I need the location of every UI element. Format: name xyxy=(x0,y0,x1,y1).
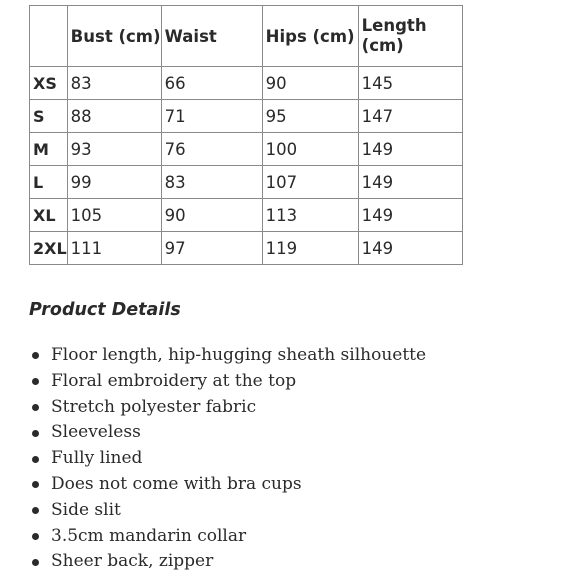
size-label: L xyxy=(30,166,68,199)
table-row xyxy=(30,67,463,100)
length-cell: 149 xyxy=(358,232,462,265)
waist-cell: 76 xyxy=(161,133,262,166)
list-item xyxy=(29,498,426,524)
bullet-icon xyxy=(32,352,39,359)
list-item xyxy=(29,420,426,446)
header-bust: Bust (cm) xyxy=(67,6,161,67)
bullet-icon xyxy=(32,404,39,411)
length-cell: 149 xyxy=(358,133,462,166)
hips-cell: 113 xyxy=(262,199,358,232)
list-item-text: Floor length, hip-hugging sheath silhouette xyxy=(51,345,427,365)
list-item-text: Stretch polyester fabric xyxy=(51,396,257,417)
list-item-text: Does not come with bra cups xyxy=(51,473,302,494)
size-chart-table xyxy=(29,5,463,265)
header-length: Length (cm) xyxy=(358,6,462,67)
list-item xyxy=(29,524,426,550)
length-cell: 147 xyxy=(358,100,462,133)
bust-cell: 88 xyxy=(67,100,161,133)
table-row xyxy=(30,133,463,166)
list-item-text: Sleeveless xyxy=(51,422,141,443)
length-cell: 149 xyxy=(358,199,462,232)
waist-cell: 66 xyxy=(161,67,262,100)
bullet-icon xyxy=(32,378,39,385)
length-cell: 145 xyxy=(358,67,462,100)
bullet-icon xyxy=(32,507,39,514)
list-item-text: Sheer back, zipper xyxy=(51,551,214,572)
bust-cell: 105 xyxy=(67,199,161,232)
size-chart-header-row xyxy=(30,6,463,67)
bust-cell: 111 xyxy=(67,232,161,265)
list-item-text: Fully lined xyxy=(51,448,143,469)
bullet-icon xyxy=(32,481,39,488)
table-row xyxy=(30,100,463,133)
hips-cell: 100 xyxy=(262,133,358,166)
bullet-icon xyxy=(32,559,39,566)
list-item xyxy=(29,549,426,575)
list-item xyxy=(29,369,426,395)
length-cell: 149 xyxy=(358,166,462,199)
bullet-icon xyxy=(32,533,39,540)
header-hips: Hips (cm) xyxy=(262,6,358,67)
size-label: XL xyxy=(30,199,68,232)
list-item xyxy=(29,472,426,498)
list-item xyxy=(29,446,426,472)
waist-cell: 83 xyxy=(161,166,262,199)
bust-cell: 83 xyxy=(67,67,161,100)
table-row xyxy=(30,232,463,265)
hips-cell: 90 xyxy=(262,67,358,100)
list-item xyxy=(29,395,426,421)
list-item-text: Side slit xyxy=(51,499,121,520)
size-label: S xyxy=(30,100,68,133)
header-waist: Waist xyxy=(161,6,262,67)
table-row xyxy=(30,199,463,232)
size-label: M xyxy=(30,133,68,166)
product-details-list xyxy=(29,343,426,575)
hips-cell: 119 xyxy=(262,232,358,265)
bullet-icon xyxy=(32,430,39,437)
list-item-text: Floral embroidery at the top xyxy=(51,370,297,391)
table-row xyxy=(30,166,463,199)
waist-cell: 71 xyxy=(161,100,262,133)
hips-cell: 107 xyxy=(262,166,358,199)
list-item xyxy=(29,343,426,369)
bullet-icon xyxy=(32,456,39,463)
header-corner xyxy=(30,6,68,67)
waist-cell: 90 xyxy=(161,199,262,232)
hips-cell: 95 xyxy=(262,100,358,133)
waist-cell: 97 xyxy=(161,232,262,265)
size-label: XS xyxy=(30,67,68,100)
bust-cell: 99 xyxy=(67,166,161,199)
bust-cell: 93 xyxy=(67,133,161,166)
size-label: 2XL xyxy=(30,232,68,265)
list-item-text: 3.5cm mandarin collar xyxy=(51,525,247,546)
product-details-heading: Product Details xyxy=(29,300,181,320)
